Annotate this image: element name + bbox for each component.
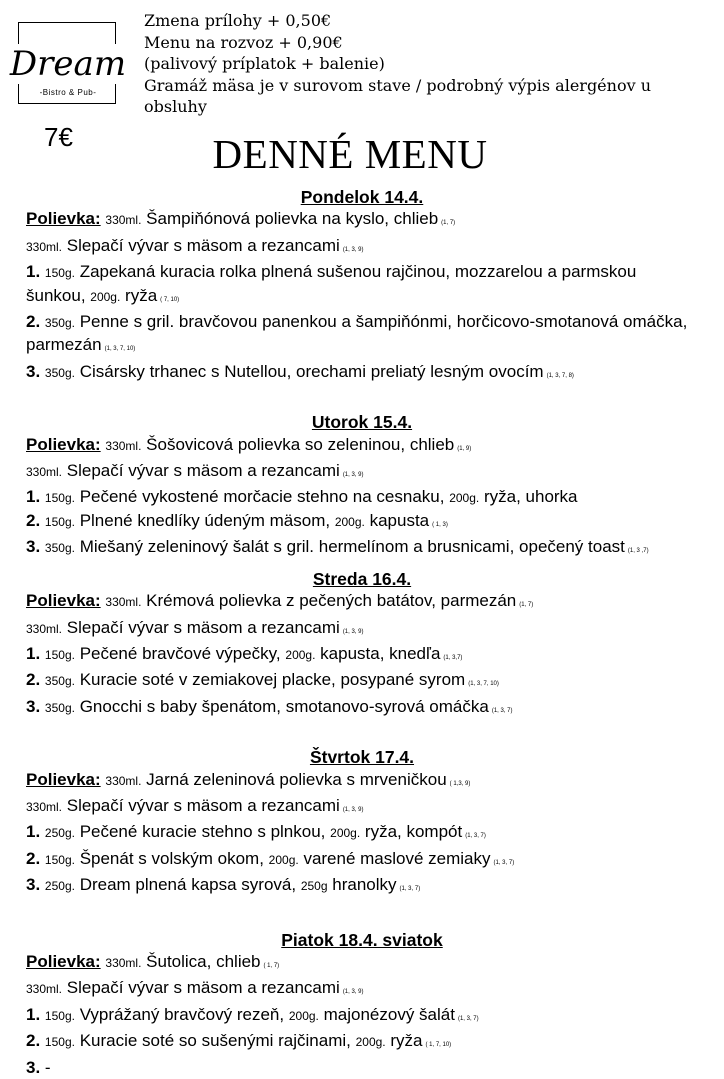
broth-line <box>26 617 698 643</box>
day-heading: Utorok 15.4. <box>311 412 413 433</box>
soup-name: Šampiňónová polievka na kyslo, chlieb <box>146 209 439 229</box>
soup-line <box>26 208 698 234</box>
soup-label: Polievka: <box>26 434 101 454</box>
broth-portion: 330ml. <box>26 799 63 814</box>
menu-item <box>26 536 698 562</box>
broth-portion: 330ml. <box>26 239 63 254</box>
item-side-portion: 250g <box>300 879 328 894</box>
allergens: (1, 3, 9) <box>342 246 364 253</box>
logo <box>6 22 130 106</box>
menu-item <box>26 1004 698 1030</box>
broth-portion: 330ml. <box>26 621 63 636</box>
allergens: ( 7, 10) <box>160 296 180 303</box>
item-side-portion: 200g. <box>355 1035 386 1050</box>
note-line: (palivový príplatok + balenie) <box>144 54 385 73</box>
allergens: (1, 3, 7) <box>465 833 486 840</box>
item-name: Plnené knedlíky údeným mäsom, <box>79 510 331 530</box>
item-portion: 350g. <box>44 541 75 556</box>
broth-name: Slepačí vývar s mäsom a rezancami <box>66 795 340 815</box>
allergens: (1, 3,7) <box>443 654 463 661</box>
soup-label: Polievka: <box>26 769 101 789</box>
item-side-portion: 200g. <box>288 1008 319 1023</box>
soup-line <box>26 434 698 460</box>
allergens: (1, 3, 9) <box>342 472 364 479</box>
item-name: Kuracie soté v zemiakovej placke, posypané syrom <box>79 670 466 690</box>
logo-word: Dream <box>6 44 130 84</box>
broth-name: Slepačí vývar s mäsom a rezancami <box>66 461 340 481</box>
item-side: ryža <box>390 1031 423 1051</box>
note-line: Menu na rozvoz + 0,90€ <box>144 32 343 52</box>
day-heading: Pondelok 14.4. <box>300 187 424 207</box>
soup-line <box>26 769 698 795</box>
soup-label: Polievka: <box>26 951 101 971</box>
broth-line <box>26 460 698 486</box>
item-name: Kuracie soté so sušenými rajčinami, <box>79 1031 351 1051</box>
item-name: Dream plnená kapsa syrová, <box>79 875 297 895</box>
item-side-portion: 200g. <box>334 514 365 529</box>
soup-portion: 330ml. <box>105 773 142 788</box>
day-section <box>26 186 698 387</box>
soup-name: Šutolica, chlieb <box>146 951 261 971</box>
allergens: (1, 3 ,7) <box>627 548 649 555</box>
allergens: (1, 3, 9) <box>342 806 364 813</box>
day-section <box>26 568 698 722</box>
allergens: ( 1, 7) <box>263 962 280 969</box>
soup-portion: 330ml. <box>105 955 142 970</box>
note-line: Zmena prílohy + 0,50€ <box>144 11 332 30</box>
soup-name: Krémová polievka z pečených batátov, parmezán <box>146 591 517 611</box>
page-title: DENNÉ MENU <box>212 131 488 177</box>
item-side: kapusta, knedľa <box>320 643 441 663</box>
broth-name: Slepačí vývar s mäsom a rezancami <box>66 235 340 255</box>
broth-line <box>26 235 698 261</box>
item-side: ryža <box>125 285 158 305</box>
allergens: (1, 3, 9) <box>342 989 364 996</box>
item-portion: 250g. <box>44 879 75 894</box>
day-heading: Streda 16.4. <box>312 568 412 589</box>
item-side-portion: 200g. <box>268 852 299 867</box>
item-portion: 150g. <box>44 491 75 506</box>
menu-price: 7€ <box>44 122 73 152</box>
menu-item <box>26 696 698 722</box>
menu-item <box>26 848 698 874</box>
allergens: (1, 7) <box>441 220 456 227</box>
allergens: (1, 9) <box>457 445 472 452</box>
item-name: Pečené vykostené morčacie stehno na cesnaku, <box>79 487 445 507</box>
allergens: ( 1, 7, 10) <box>425 1042 452 1049</box>
item-portion: 350g. <box>44 365 75 380</box>
item-name: Zapekaná kuracia rolka plnená sušenou rajčinou, mozzarelou a parmskou šunkou, <box>26 262 637 305</box>
item-number: 2. <box>26 312 41 332</box>
item-side: hranolky <box>332 875 397 895</box>
header-notes <box>144 10 714 118</box>
item-name: - <box>44 1057 51 1077</box>
broth-name: Slepačí vývar s mäsom a rezancami <box>66 978 340 998</box>
allergens: ( 1, 3) <box>432 521 448 528</box>
soup-name: Jarná zeleninová polievka s mrveničkou <box>146 769 447 789</box>
item-name: Špenát s volským okom, <box>79 848 264 868</box>
item-name: Penne s gril. bravčovou panenkou a šampiňónmi, horčicovo-smotanová omáčka, parmezán <box>26 312 688 355</box>
item-name: Miešaný zeleninový šalát s gril. hermelínom a brusnicami, opečený toast <box>79 537 625 557</box>
allergens: (1, 7) <box>519 602 534 609</box>
item-side: majonézový šalát <box>323 1004 455 1024</box>
menu-item <box>26 643 698 669</box>
item-portion: 150g. <box>44 1035 75 1050</box>
allergens: (1, 3, 7, 10) <box>104 346 136 353</box>
item-side-portion: 200g. <box>449 491 480 506</box>
item-side-portion: 200g. <box>285 647 316 662</box>
menu-item <box>26 1030 698 1056</box>
menu-item <box>26 874 698 900</box>
allergens: ( 1,3, 9) <box>449 780 471 787</box>
menu-item <box>26 361 698 387</box>
allergens: (1, 3, 9) <box>342 628 364 635</box>
allergens: (1, 3, 7) <box>491 707 513 714</box>
item-portion: 150g. <box>44 514 75 529</box>
allergens: (1, 3, 7) <box>399 886 421 893</box>
item-number: 3. <box>26 875 41 895</box>
menu-item <box>26 669 698 695</box>
item-portion: 350g. <box>44 700 75 715</box>
item-number: 3. <box>26 361 41 381</box>
menu-item <box>26 1057 698 1079</box>
day-section <box>26 929 698 1079</box>
item-number: 2. <box>26 510 41 530</box>
item-name: Pečené bravčové výpečky, <box>79 643 281 663</box>
logo-subtitle: -Bistro & Pub- <box>39 88 97 97</box>
item-number: 2. <box>26 670 41 690</box>
allergens: (1, 3, 7) <box>457 1015 479 1022</box>
item-portion: 350g. <box>44 674 75 689</box>
broth-portion: 330ml. <box>26 465 63 480</box>
day-section <box>26 746 698 900</box>
soup-line <box>26 951 698 977</box>
broth-name: Slepačí vývar s mäsom a rezancami <box>66 617 340 637</box>
item-name: Gnocchi s baby špenátom, smotanovo-syrová omáčka <box>79 696 489 716</box>
item-portion: 150g. <box>44 266 75 281</box>
broth-line <box>26 795 698 821</box>
menu-item <box>26 486 698 509</box>
item-number: 3. <box>26 1057 41 1077</box>
item-number: 2. <box>26 848 41 868</box>
item-side-portion: 200g. <box>330 826 361 841</box>
broth-line <box>26 977 698 1003</box>
allergens: (1, 3, 7) <box>493 859 515 866</box>
menu-item <box>26 510 698 536</box>
item-portion: 150g. <box>44 1008 75 1023</box>
item-portion: 150g. <box>44 647 75 662</box>
item-name: Vyprážaný bravčový rezeň, <box>79 1004 285 1024</box>
soup-line <box>26 590 698 616</box>
menu-list <box>26 186 698 1079</box>
item-number: 1. <box>26 822 41 842</box>
day-heading: Piatok 18.4. sviatok <box>281 929 443 950</box>
soup-portion: 330ml. <box>105 438 142 453</box>
item-number: 1. <box>26 643 41 663</box>
section-spacer <box>26 901 698 929</box>
item-portion: 350g. <box>44 316 75 331</box>
item-side: varené maslové zemiaky <box>303 848 491 868</box>
menu-item <box>26 261 698 311</box>
soup-portion: 330ml. <box>105 595 142 610</box>
soup-label: Polievka: <box>26 209 101 229</box>
item-number: 3. <box>26 537 41 557</box>
item-portion: 150g. <box>44 852 75 867</box>
menu-item <box>26 821 698 847</box>
item-number: 3. <box>26 696 41 716</box>
day-heading: Štvrtok 17.4. <box>309 747 415 768</box>
item-name: Pečené kuracie stehno s plnkou, <box>79 822 326 842</box>
broth-portion: 330ml. <box>26 982 63 997</box>
item-number: 1. <box>26 1004 41 1024</box>
allergens: (1, 3, 7, 8) <box>546 372 574 379</box>
item-side: ryža, uhorka <box>483 487 578 507</box>
section-spacer <box>26 722 698 746</box>
item-side-portion: 200g. <box>90 289 121 304</box>
item-number: 2. <box>26 1031 41 1051</box>
day-section <box>26 411 698 562</box>
item-number: 1. <box>26 262 41 282</box>
item-name: Cisársky trhanec s Nutellou, orechami preliatý lesným ovocím <box>79 361 544 381</box>
item-number: 1. <box>26 487 41 507</box>
menu-item <box>26 311 698 361</box>
allergens: (1, 3, 7, 10) <box>468 681 499 688</box>
section-spacer <box>26 387 698 411</box>
soup-label: Polievka: <box>26 591 101 611</box>
item-side: kapusta <box>369 510 430 530</box>
item-side: ryža, kompót <box>364 822 463 842</box>
soup-portion: 330ml. <box>105 213 142 228</box>
soup-name: Šošovicová polievka so zeleninou, chlieb <box>146 434 455 454</box>
note-line: Gramáž mäsa je v surovom stave / podrobný výpis alergénov u obsluhy <box>144 75 652 116</box>
item-portion: 250g. <box>44 826 75 841</box>
